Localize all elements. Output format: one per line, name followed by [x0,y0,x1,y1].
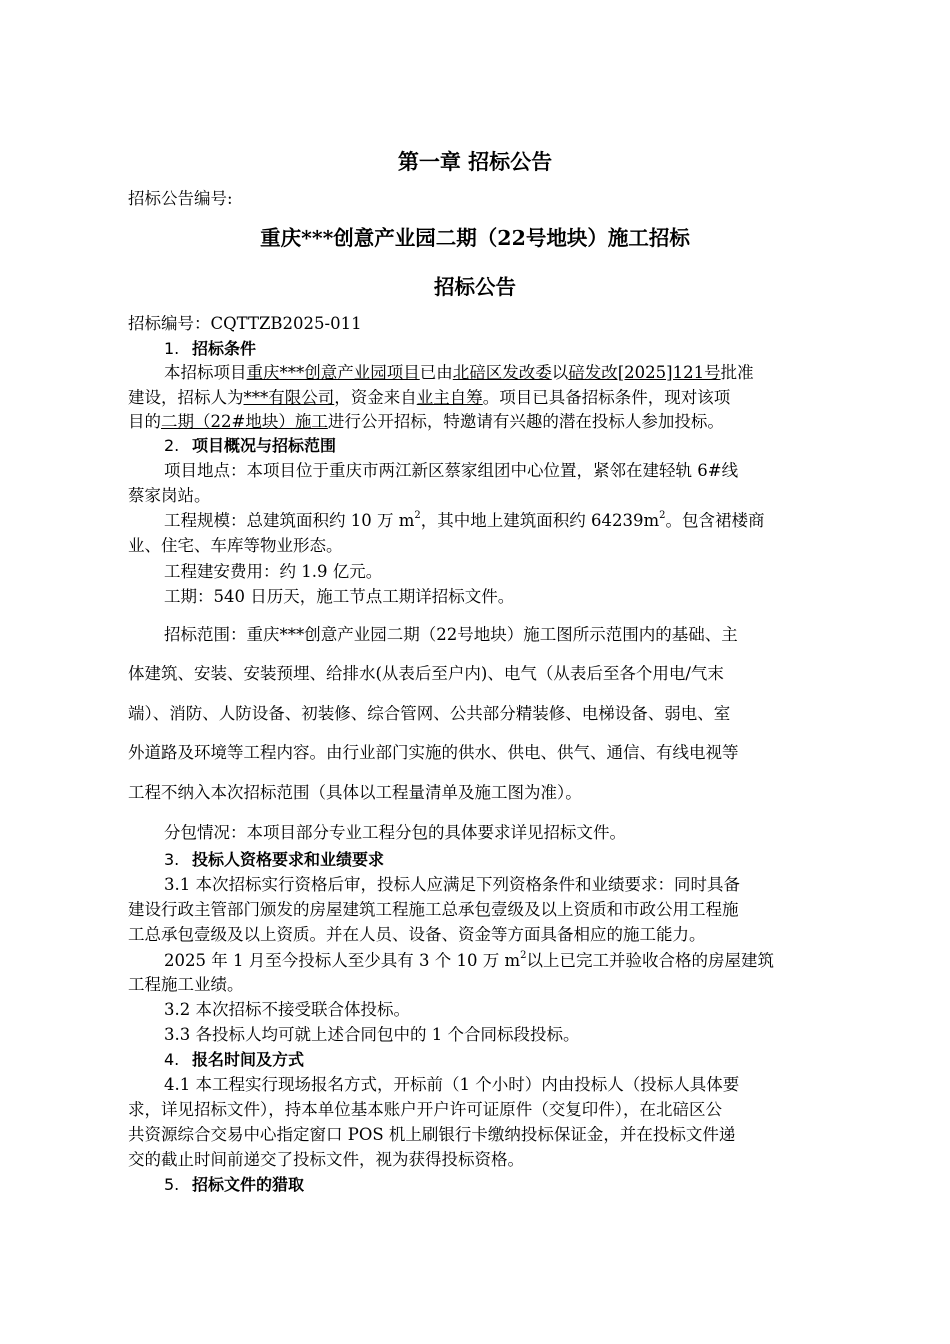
section-3-heading [164,852,384,868]
paragraph-line: 目的二期（22#地块）施工进行公开招标，特邀请有兴趣的潜在投标人参加投标。 [128,412,724,431]
qualification-line: 建设行政主管部门颁发的房屋建筑工程施工总承包壹级及以上资质和市政公用工程施 [128,900,739,919]
notice-number-label: 招标公告编号: [128,189,233,208]
section-title: 报名时间及方式 [192,1050,305,1069]
underlined-field: ***有限公司 [243,388,335,407]
paragraph-line: 建设，招标人为***有限公司，资金来自业主自筹。项目已具备招标条件，现对该项 [128,388,731,407]
bid-range-line: 招标范围：重庆***创意产业园二期（22号地块）施工图所示范围内的基础、主 [164,625,738,644]
joint-bid-line: 3.2 本次招标不接受联合体投标。 [164,1000,410,1019]
project-title: 重庆***创意产业园二期（22号地块）施工招标 [260,226,690,250]
section-4-heading [164,1052,304,1068]
registration-line: 交的截止时间前递交了投标文件，视为获得投标资格。 [128,1150,524,1169]
section-number: 1. [164,339,180,358]
section-title: 招标条件 [192,339,257,358]
underlined-field: 碚发改[2025]121号 [568,363,721,382]
bid-range-line: 外道路及环境等工程内容。由行业部门实施的供水、供电、供气、通信、有线电视等 [128,743,739,762]
underlined-field: 重庆***创意产业园项目 [246,363,420,382]
construction-cost: 工程建安费用：约 1.9 亿元。 [164,562,383,581]
paragraph-line: 本招标项目重庆***创意产业园项目已由北碚区发改委以碚发改[2025]121号批准 [164,363,754,382]
bid-range-line: 体建筑、安装、安装预埋、给排水(从表后至户内)、电气（从表后至各个用电/气末 [128,664,724,683]
section-1-heading [164,341,256,357]
registration-line: 共资源综合交易中心指定窗口 POS 机上刷银行卡缴纳投标保证金，并在投标文件递 [128,1125,736,1144]
section-number: 2. [164,436,180,455]
performance-line: 工程施工业绩。 [128,975,244,994]
performance-line: 2025 年 1 月至今投标人至少具有 3 个 10 万 $m^2$以上已完工并验收合格的房屋建筑 [164,950,774,970]
notice-title: 招标公告 [434,275,516,299]
project-scale-line: 业、住宅、车库等物业形态。 [128,536,343,555]
subcontract-line: 分包情况：本项目部分专业工程分包的具体要求详见招标文件。 [164,823,626,842]
bid-range-line: 工程不纳入本次招标范围（具体以工程量清单及施工图为准）。 [128,783,582,802]
section-number: 4. [164,1050,180,1069]
underlined-field: 二期（22#地块）施工 [161,412,328,431]
section-title: 招标文件的猎取 [192,1175,305,1194]
underlined-field: 北碚区发改委 [452,363,552,382]
project-scale-line: 工程规模：总建筑面积约 10 万 $m^2$，其中地上建筑面积约 $64239m^2$。包含裙楼商 [164,510,765,530]
qualification-line: 工总承包壹级及以上资质。并在人员、设备、资金等方面具备相应的施工能力。 [128,925,706,944]
registration-line: 求，详见招标文件），持本单位基本账户开户许可证原件（交复印件），在北碚区公 [128,1100,722,1119]
lot-bid-line: 3.3 各投标人均可就上述合同包中的 1 个合同标段投标。 [164,1025,580,1044]
chapter-title: 第一章 招标公告 [397,149,553,174]
section-number: 5. [164,1175,180,1194]
section-5-heading [164,1177,304,1193]
qualification-line: 3.1 本次招标实行资格后审，投标人应满足下列资格条件和业绩要求：同时具备 [164,875,740,894]
bid-number: 招标编号：CQTTZB2025-011 [128,314,362,333]
construction-period: 工期：540 日历天，施工节点工期详招标文件。 [164,587,515,606]
bid-range-line: 端）、消防、人防设备、初装修、综合管网、公共部分精装修、电梯设备、弱电、室 [128,704,731,723]
underlined-field: 业主自筹 [416,388,483,407]
section-number: 3. [164,850,180,869]
section-title: 项目概况与招标范围 [192,436,337,455]
project-location-line: 项目地点：本项目位于重庆市两江新区蔡家组团中心位置，紧邻在建轻轨 6#线 [164,461,739,480]
section-2-heading [164,438,336,454]
registration-line: 4.1 本工程实行现场报名方式，开标前（1 个小时）内由投标人（投标人具体要 [164,1075,740,1094]
project-location-line: 蔡家岗站。 [128,486,211,505]
section-title: 投标人资格要求和业绩要求 [192,850,385,869]
